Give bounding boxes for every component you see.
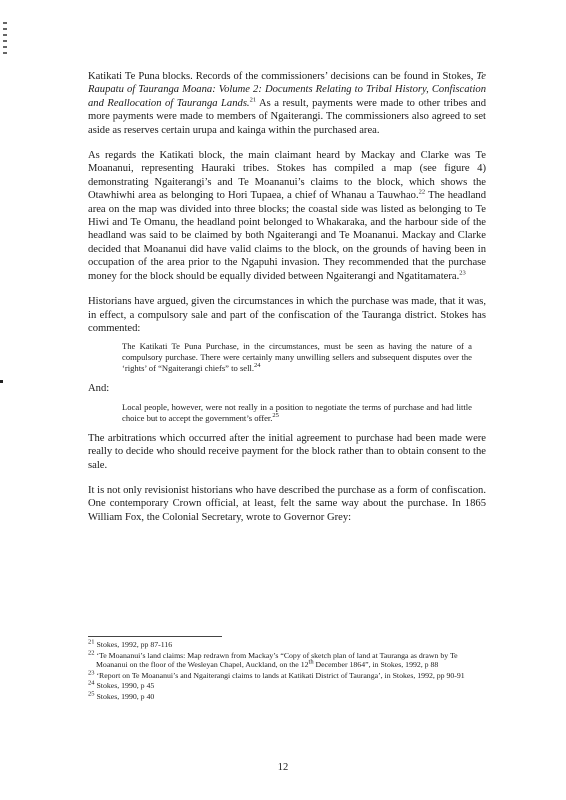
block-quote-1: The Katikati Te Puna Purchase, in the circumstances, must be seen as having the nature of a compulsory purchase. There were certainly many unwilling sellers and subsequent disputes over the ‘rights’ of “Ngaiterangi chiefs” to sell.$^{24}$ (122, 341, 472, 374)
paragraph-5: It is not only revisionist historians who have described the purchase as a form of confiscation. One contemporary Crown official, at least, felt the same way about the purchase. In 1865 William Fox, the Colonial Secretary, wrote to Governor Grey: (88, 484, 486, 523)
and-label: And: (88, 383, 110, 395)
scan-artifact-dot (0, 380, 3, 383)
footnote-22: $^{22}$ ‘Te Moananui’s land claims: Map redrawn from Mackay’s “Copy of sketch plan of land at Tauranga as drawn by Te Moananui on the floor of the Wesleyan Chapel, Auckland, on the 12th December 1864”, in Stokes, 1992, p 88 (88, 649, 458, 670)
block-quote-2: Local people, however, were not really in a position to negotiate the terms of purchase and had little choice but to accept the government’s offer.$^{25}$ (122, 401, 472, 423)
footnote-21: $^{21}$ Stokes, 1992, pp 87-116 (88, 638, 173, 649)
footnote-23: $^{23}$ ‘Report on Te Moananui’s and Ngaiterangi claims to lands at Katikati District of Tauranga’, in Stokes, 1992, pp 90-91 (88, 669, 465, 680)
book-title: Te Raupatu of Tauranga Moana: Volume 2: Documents Relating to Tribal History, Confiscation and Reallocation of Tauranga Lands. (88, 71, 486, 109)
document-body (88, 70, 486, 536)
scan-edge-marks (3, 22, 9, 58)
footnote-24: $^{24}$ Stokes, 1990, p 45 (88, 679, 155, 691)
footnote-ref-25: 25 (272, 411, 279, 419)
footnote-ref-22: 22 (418, 188, 426, 196)
paragraph-1: Katikati Te Puna blocks. Records of the commissioners’ decisions can be found in Stokes, Te Raupatu of Tauranga Moana: Volume 2: Documents Relating to Tribal History, Confiscation and Reallocation of Tauranga Lands.$^{21}$ As a result, payments were made to other tribes and more payments were made to members of Ngaiterangi. The commissioners also agreed to set aside as reserves certain urupa and kainga within the purchased area. (88, 71, 486, 136)
paragraph-2: As regards the Katikati block, the main claimant heard by Mackay and Clarke was Te Moananui, representing Hauraki tribes. Stokes has compiled a map (see figure 4) demonstrating Ngaiterangi’s and Te Moananui’s claims to the block, which shows the Otawhiwhi area as belonging to Hori Tupaea, a chief of Whanau a Tauwhao.$^{22}$ The headland area on the map was divided into three blocks; the coastal side was listed as belonging to Te Hiwi and Te Omanu, the headland point belonged to Whakaraka, and the harbour side of the headland was said to be claimed by both Ngaiterangi and Te Moananui. Mackay and Clarke decided that Moananui did have valid claims to the block, on the grounds of having been in occupation of the area prior to the Ngapuhi invasion. They recommended that the purchase money for the block should be equally divided between Ngaiterangi and Ngatitamatera.$^{23}$ (88, 150, 486, 282)
paragraph-3: Historians have argued, given the circumstances in which the purchase was made, that it was, in effect, a compulsory sale and part of the confiscation of the Tauranga district. Stokes has commented: (88, 296, 486, 334)
footnote-ref-24: 24 (254, 362, 261, 370)
paragraph-4: The arbitrations which occurred after the initial agreement to purchase had been made were really to decide who should receive payment for the block rather than to obtain consent to the sale. (88, 432, 486, 471)
page-number: 12 (277, 762, 289, 773)
footnotes (88, 640, 486, 703)
footnote-divider (88, 636, 222, 637)
footnote-ref-23: 23 (459, 269, 466, 277)
footnote-25: $^{25}$ Stokes, 1990, p 40 (88, 690, 155, 701)
footnote-ref-21: 21 (249, 96, 257, 104)
